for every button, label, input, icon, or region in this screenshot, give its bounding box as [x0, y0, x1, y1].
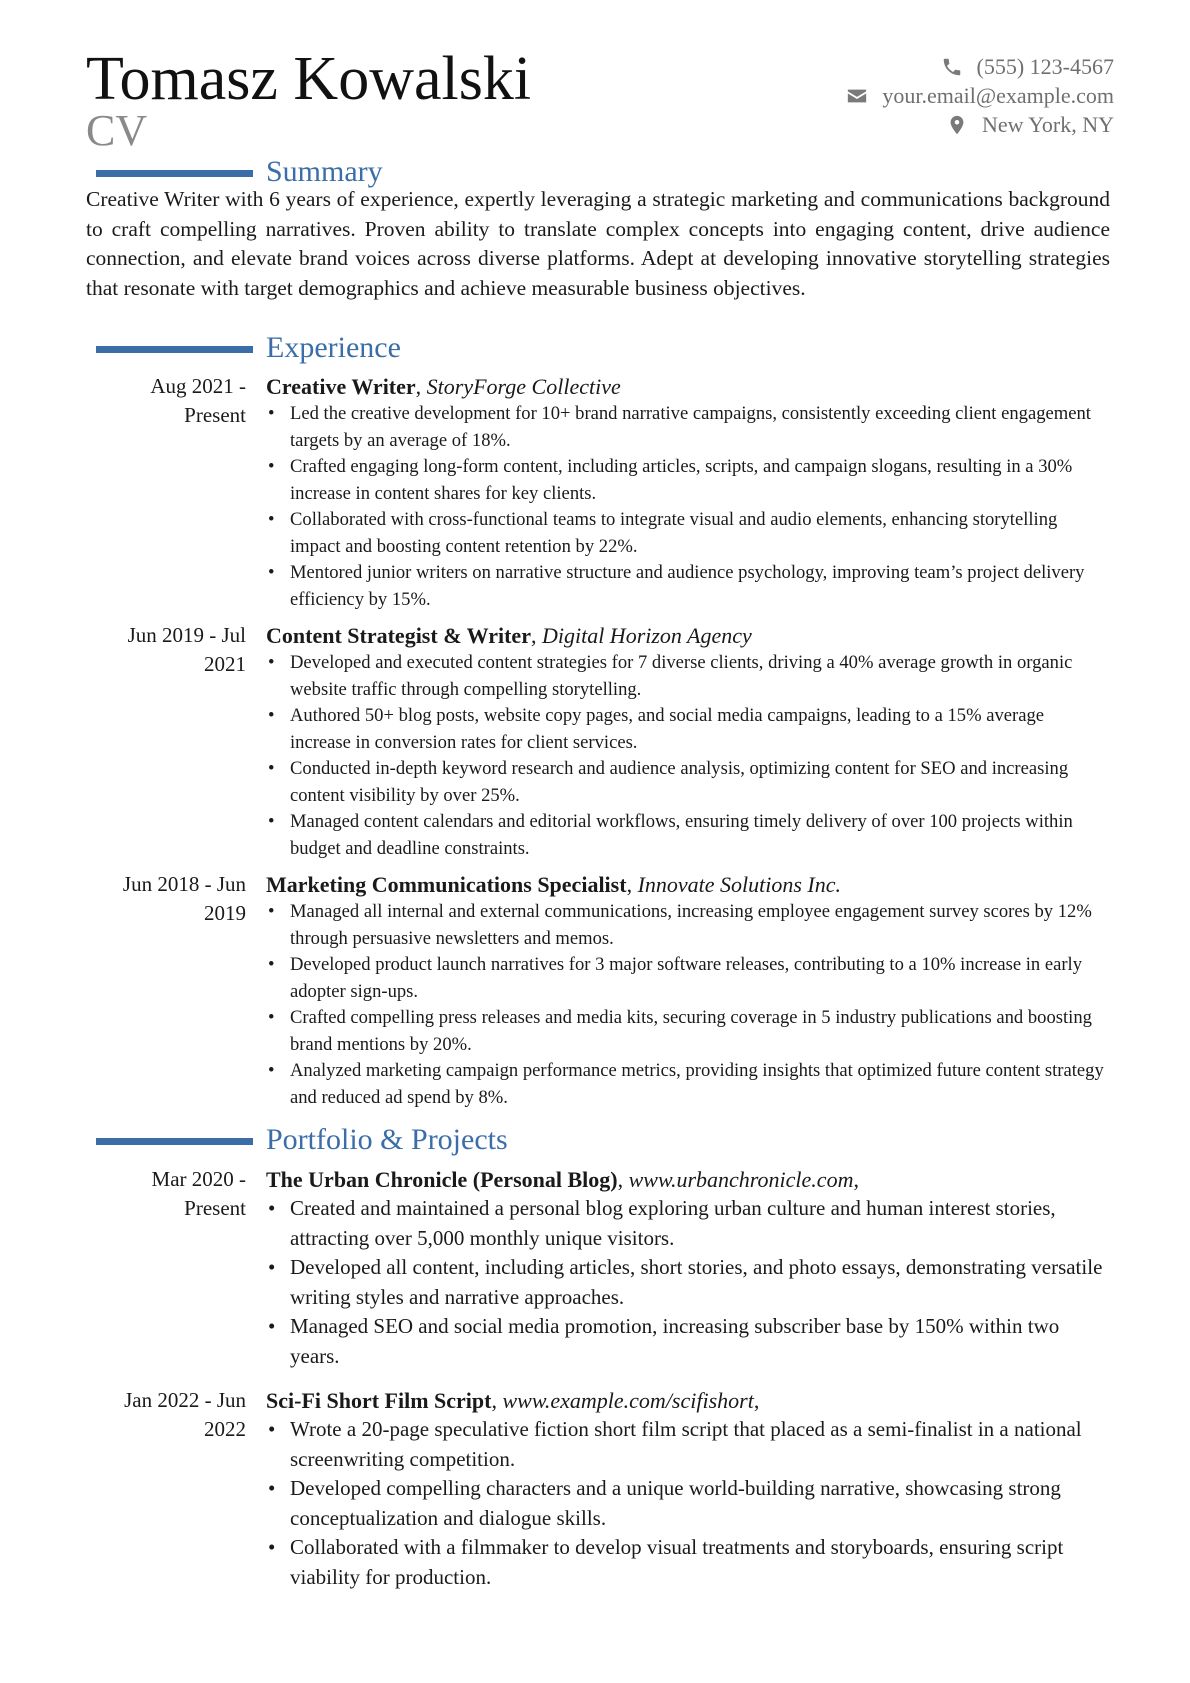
bullet-item: • Developed compelling characters and a unique world-building narrative, showcasing strong conceptualization and dialogue skills. — [266, 1474, 1106, 1533]
section-accent-bar — [96, 346, 253, 353]
section-accent-bar — [96, 170, 253, 177]
entry-title: The Urban Chronicle (Personal Blog), www.urbanchronicle.com, — [266, 1167, 859, 1192]
contact-email — [846, 81, 1114, 110]
summary-text: Creative Writer with 6 years of experience, expertly leveraging a strategic marketing and communications background to craft compelling narratives. Proven ability to translate complex concepts into engaging content, drive audience connection, and elevate brand voices across diverse platforms. Adept at developing innovative storytelling strategies that resonate with target demographics and achieve measurable business objectives. — [86, 187, 1110, 300]
section-title: Portfolio & Projects — [266, 1123, 508, 1156]
entry-body — [266, 621, 1106, 862]
bullet-item: • Wrote a 20-page speculative fiction short film script that placed as a semi-finalist in a national screenwriting competition. — [266, 1415, 1106, 1474]
bullet-item: • Created and maintained a personal blog exploring urban culture and human interest stories, attracting over 5,000 monthly unique visitors. — [266, 1194, 1106, 1253]
entry-role: The Urban Chronicle (Personal Blog) — [266, 1167, 618, 1192]
bullet-list — [266, 899, 1106, 1111]
section-accent-bar — [96, 1138, 253, 1145]
phone-text[interactable]: (555) 123-4567 — [976, 54, 1114, 79]
entry-role: Creative Writer — [266, 374, 416, 399]
entry-org: StoryForge Collective — [426, 374, 621, 399]
entry-role: Sci-Fi Short Film Script — [266, 1388, 492, 1413]
bullet-item: • Crafted engaging long-form content, including articles, scripts, and campaign slogans, resulting in a 30% increase in content shares for key clients. — [266, 454, 1106, 507]
entry-date: Jun 2018 - Jun 2019 — [122, 872, 246, 925]
entry-body — [266, 870, 1106, 1111]
bullet-item: • Managed SEO and social media promotion, increasing subscriber base by 150% within two years. — [266, 1312, 1106, 1371]
bullet-list — [266, 401, 1106, 613]
contact-block — [846, 52, 1114, 139]
contact-location — [846, 110, 1114, 139]
entry-title: Creative Writer, StoryForge Collective — [266, 374, 621, 399]
bullet-list — [266, 1415, 1106, 1592]
contact-phone — [846, 52, 1114, 81]
bullet-item: • Analyzed marketing campaign performance metrics, providing insights that optimized future content strategy and reduced ad spend by 8%. — [266, 1058, 1106, 1111]
bullet-item: • Conducted in-depth keyword research and audience analysis, optimizing content for SEO and increasing content visibility by over 25%. — [266, 756, 1106, 809]
bullet-item: • Led the creative development for 10+ brand narrative campaigns, consistently exceeding client engagement targets by an average of 18%. — [266, 401, 1106, 454]
section-portfolio-heading — [96, 1122, 1096, 1158]
bullet-item: • Mentored junior writers on narrative structure and audience psychology, improving team’s project delivery efficiency by 15%. — [266, 560, 1106, 613]
bullet-list — [266, 650, 1106, 862]
cv-subtitle: CV — [86, 106, 148, 155]
bullet-item: • Developed product launch narratives for 3 major software releases, contributing to a 10% increase in early adopter sign-ups. — [266, 952, 1106, 1005]
entry-date: Jun 2019 - Jul 2021 — [127, 623, 246, 676]
entry-body — [266, 1165, 1106, 1371]
entry-title: Marketing Communications Specialist, Innovate Solutions Inc. — [266, 872, 842, 897]
bullet-item: • Collaborated with cross-functional teams to integrate visual and audio elements, enhancing storytelling impact and boosting content retention by 22%. — [266, 507, 1106, 560]
location-text: New York, NY — [981, 112, 1114, 137]
bullet-list — [266, 1194, 1106, 1371]
cv-name: Tomasz Kowalski — [86, 45, 532, 113]
entry-title: Content Strategist & Writer, Digital Horizon Agency — [266, 623, 752, 648]
entry-org: Innovate Solutions Inc. — [637, 872, 842, 897]
entry-role: Marketing Communications Specialist — [266, 872, 627, 897]
bullet-item: • Managed all internal and external communications, increasing employee engagement survey scores by 12% through persuasive newsletters and memos. — [266, 899, 1106, 952]
bullet-item: • Crafted compelling press releases and media kits, securing coverage in 5 industry publications and boosting brand mentions by 20%. — [266, 1005, 1106, 1058]
bullet-item: • Managed content calendars and editorial workflows, ensuring timely delivery of over 100 projects within budget and deadline constraints. — [266, 809, 1106, 862]
entry-body — [266, 372, 1106, 613]
section-title: Summary — [266, 155, 383, 188]
project-url-link[interactable]: www.urbanchronicle.com — [628, 1167, 854, 1192]
entry-date: Jan 2022 - Jun 2022 — [124, 1388, 246, 1441]
bullet-item: • Developed all content, including articles, short stories, and photo essays, demonstrating versatile writing styles and narrative approaches. — [266, 1253, 1106, 1312]
entry-title: Sci-Fi Short Film Script, www.example.com/scifishort, — [266, 1388, 760, 1413]
bullet-item: • Authored 50+ blog posts, website copy pages, and social media campaigns, leading to a 15% average increase in conversion rates for client services. — [266, 703, 1106, 756]
entry-date: Aug 2021 - Present — [150, 374, 246, 427]
bullet-item: • Developed and executed content strategies for 7 diverse clients, driving a 40% average growth in organic website traffic through compelling storytelling. — [266, 650, 1106, 703]
entry-org: Digital Horizon Agency — [541, 623, 752, 648]
entry-body — [266, 1386, 1106, 1592]
project-url-link[interactable]: www.example.com/scifishort — [502, 1388, 754, 1413]
map-pin-icon — [946, 114, 968, 136]
phone-icon — [941, 56, 963, 78]
entry-role: Content Strategist & Writer — [266, 623, 531, 648]
section-experience-heading — [96, 330, 1096, 366]
bullet-item: • Collaborated with a filmmaker to develop visual treatments and storyboards, ensuring script viability for production. — [266, 1533, 1106, 1592]
section-title: Experience — [266, 331, 401, 364]
email-link[interactable]: your.email@example.com — [882, 83, 1114, 108]
entry-date: Mar 2020 - Present — [151, 1167, 246, 1220]
envelope-icon — [846, 85, 868, 107]
